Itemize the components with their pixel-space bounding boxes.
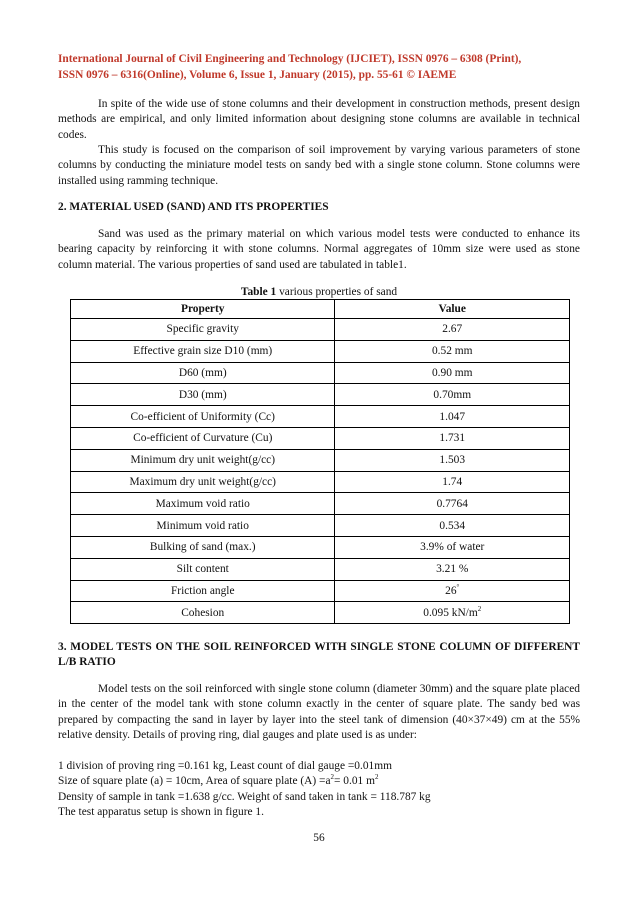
value-superscript: 2 [477,604,482,613]
section-3-heading: 3. MODEL TESTS ON THE SOIL REINFORCED WITH SINGLE STONE COLUMN OF DIFFERENT L/B RATIO [58,641,580,669]
table-row [71,602,570,624]
section-3-paragraph: Model tests on the soil reinforced with single stone column (diameter 30mm) and the square plate placed in the center of the model tank with stone column exactly in the center of square plate. The sandy bed was prepared by compacting the sand in layer by layer into the steel tank of dimension (40×37×49) cm at the 55% relative density. Details of proving ring, dial gauges and plate used is as under: [58,683,580,742]
table-1-caption [58,286,580,298]
table-row [71,384,570,406]
value-text: 1.503 [439,454,466,467]
density-line: Density of sample in tank =1.638 g/cc. Weight of sand taken in tank = 118.787 kg [58,790,431,803]
table-row [71,558,570,580]
property-cell: Co-efficient of Uniformity (Cc) [71,406,335,428]
property-cell: Minimum dry unit weight(g/cc) [71,449,335,471]
value-text: 1.74 [442,475,463,488]
intro-paragraph-2: This study is focused on the comparison of soil improvement by varying various parameters of stone columns by conducting the miniature model tests on sandy bed with a single stone column. Stone columns were installed using ramming technique. [58,144,580,187]
value-cell [335,319,570,341]
value-cell [335,471,570,493]
property-cell: Bulking of sand (max.) [71,536,335,558]
table-row [71,340,570,362]
table-row [71,449,570,471]
value-cell [335,384,570,406]
value-cell [335,427,570,449]
value-text: 0.90 mm [431,366,473,379]
plate-size-text-b: = 0.01 m [334,775,375,788]
apparatus-line: The test apparatus setup is shown in figure 1. [58,806,264,819]
table-row [71,427,570,449]
property-cell: Cohesion [71,602,335,624]
sand-properties-table [70,299,570,624]
value-text: 1.047 [439,410,466,423]
table-row [71,362,570,384]
value-cell [335,340,570,362]
value-cell [335,406,570,428]
value-cell [335,449,570,471]
table-row [71,493,570,515]
value-cell [335,515,570,537]
plate-size-line [58,774,580,789]
value-cell [335,493,570,515]
value-text: 26 [445,584,457,597]
value-cell [335,580,570,602]
proving-ring-line: 1 division of proving ring =0.161 kg, Least count of dial gauge =0.01mm [58,760,392,772]
table-row [71,319,570,341]
property-cell: Maximum void ratio [71,493,335,515]
value-superscript: ° [456,583,460,592]
value-text: 0.095 kN/m [423,606,478,619]
header-line-2: ISSN 0976 – 6316(Online), Volume 6, Issue 1, January (2015), pp. 55-61 © IAEME [58,68,457,81]
value-text: 3.21 % [436,563,469,576]
table-row [71,471,570,493]
intro-paragraph-1: In spite of the wide use of stone columns and their development in construction methods, present design methods are empirical, and only limited information about designing stone columns are available in technical codes. [58,98,580,141]
section-2-heading: 2. MATERIAL USED (SAND) AND ITS PROPERTIES [58,201,329,213]
property-cell: Effective grain size D10 (mm) [71,340,335,362]
value-text: 2.67 [442,323,463,336]
value-cell [335,602,570,624]
value-cell [335,536,570,558]
table-1-caption-text: various properties of sand [276,286,398,298]
value-text: 0.7764 [436,497,468,510]
table-header-row [71,300,570,319]
section-2-paragraph: Sand was used as the primary material on which various model tests were conducted to enhance its bearing capacity by reinforcing it with stone columns. Normal aggregates of 10mm size were used as stone column material. The various properties of sand used are tabulated in table1. [58,228,580,271]
header-line-1: International Journal of Civil Engineering and Technology (IJCIET), ISSN 0976 – 6308 (Print), [58,53,522,65]
table-1-caption-label: Table 1 [240,286,277,298]
section-3-details [58,759,580,821]
table-body [71,319,570,624]
value-cell [335,558,570,580]
value-cell [335,362,570,384]
table-row [71,580,570,602]
value-text: 0.70mm [433,388,472,401]
property-cell: Co-efficient of Curvature (Cu) [71,427,335,449]
value-text: 1.731 [439,432,466,445]
page-number: 56 [313,832,325,844]
property-cell: Specific gravity [71,319,335,341]
column-header-value: Value [335,300,570,319]
table-row [71,515,570,537]
property-cell: D30 (mm) [71,384,335,406]
property-cell: Maximum dry unit weight(g/cc) [71,471,335,493]
table-row [71,406,570,428]
property-cell: Minimum void ratio [71,515,335,537]
plate-size-sup-1: 2 [330,773,335,782]
value-text: 0.534 [439,519,466,532]
table-row [71,536,570,558]
property-cell: Friction angle [71,580,335,602]
property-cell: D60 (mm) [71,362,335,384]
value-text: 0.52 mm [431,345,473,358]
column-header-property: Property [71,300,335,319]
value-text: 3.9% of water [420,541,485,554]
plate-size-text-a: Size of square plate (a) = 10cm, Area of square plate (A) =a [58,775,331,788]
property-cell: Silt content [71,558,335,580]
plate-size-sup-2: 2 [374,773,379,782]
journal-header [58,52,580,83]
